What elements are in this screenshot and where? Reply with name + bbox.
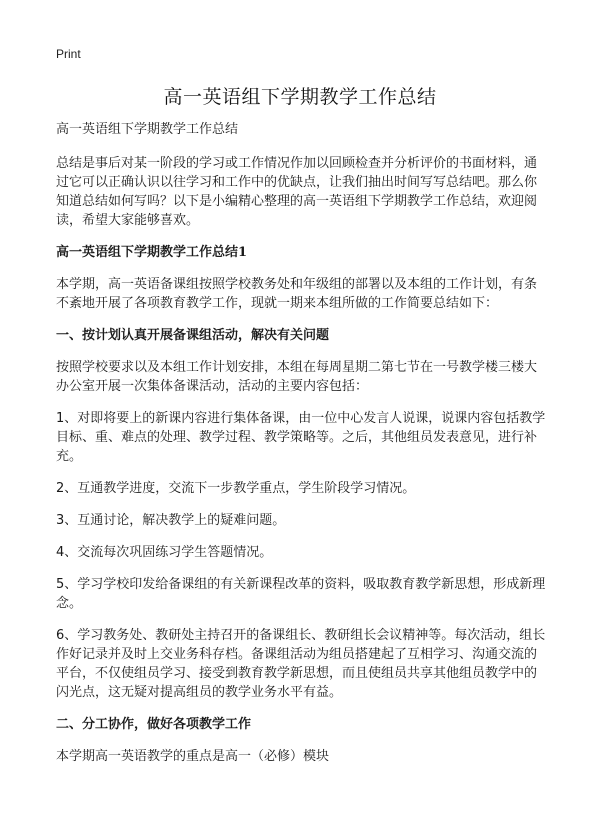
list-item: 1、对即将要上的新课内容进行集体备课，由一位中心发言人说课，说课内容包括教学目标、重、难点的处理、教学过程、教学策略等。之后，其他组员发表意见，进行补充。 [56,411,546,464]
list-item: 4、交流每次巩固练习学生答题情况。 [56,545,273,560]
list-item: 6、学习教务处、教研处主持召开的备课组长、教研组长会议精神等。每次活动，组长作好记录并及时上交业务科存档。备课组活动为组员搭建起了互相学习、沟通交流的平台，不仅使组员学习、接受到教育教学新思想，而且使组员共享其他组员教学中的闪光点，这无疑对提高组员的教学业务水平有益。 [56,628,546,700]
paragraph-overview: 本学期，高一英语备课组按照学校教务处和年级组的部署以及本组的工作计划，有条不紊地开展了各项教育教学工作，现就一期来本组所做的工作简要总结如下： [56,277,538,311]
subtitle: 高一英语组下学期教学工作总结 [56,122,239,137]
list-item: 3、互通讨论，解决教学上的疑难问题。 [56,513,286,528]
page-title: 高一英语组下学期教学工作总结 [163,86,437,108]
list-item: 5、学习学校印发给备课组的有关新课程改革的资料，吸取教育教学新思想，形成新理念。 [56,577,546,611]
intro-paragraph: 总结是事后对某一阶段的学习或工作情况作加以回顾检查并分析评价的书面材料，通过它可以正确认识以往学习和工作中的优缺点，让我们抽出时间写写总结吧。那么你知道总结如何写吗？以下是小编精心整理的高一英语组下学期教学工作总结，欢迎阅读，希望大家能够喜欢。 [56,156,538,228]
section-heading-1: 一、按计划认真开展备课组活动，解决有关问题 [56,328,330,343]
section-2-paragraph: 本学期高一英语教学的重点是高一（必修）模块 [56,749,330,764]
list-item: 2、互通教学进度，交流下一步教学重点，学生阶段学习情况。 [56,481,416,496]
section-1-intro: 按照学校要求以及本组工作计划安排，本组在每周星期二第七节在一号教学楼三楼大办公室开展一次集体备课活动，活动的主要内容包括： [56,360,538,394]
summary-heading-1: 高一英语组下学期教学工作总结1 [56,245,248,260]
document-body [56,120,548,779]
section-heading-2: 二、分工协作，做好各项教学工作 [56,717,252,732]
print-link[interactable]: Print [56,47,81,61]
